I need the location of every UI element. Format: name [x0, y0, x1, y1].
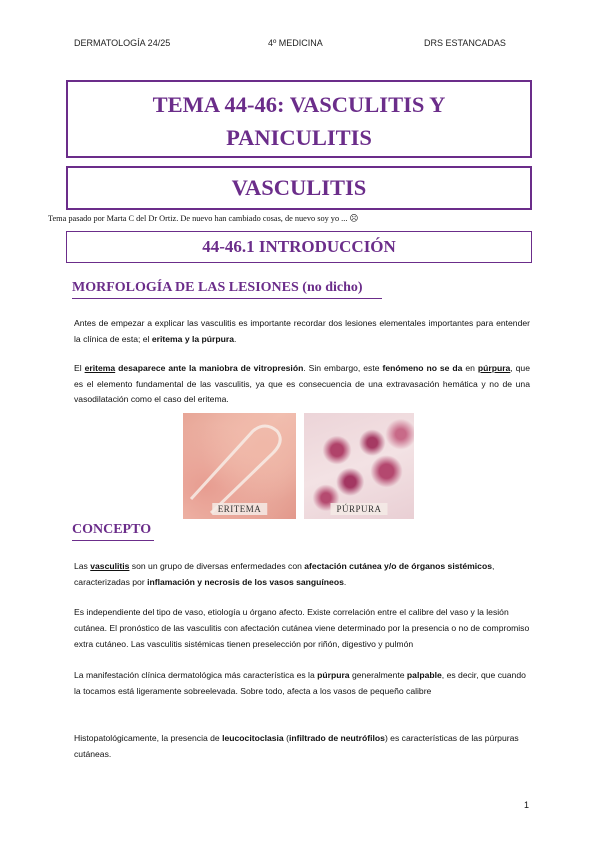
header-center: 4º MEDICINA [268, 38, 323, 48]
section-title: VASCULITIS [231, 175, 367, 200]
bold-span: afectación cutánea y/o de órganos sistémicos [304, 561, 492, 571]
title-line-1: TEMA 44-46: VASCULITIS Y [152, 92, 446, 117]
text-span: , que es el elemento fundamental de las vasculitis, ya que es consecuencia de una extravasación hemática y no de una vasodilatación como el caso del eritema. [74, 363, 530, 404]
concepto-paragraph-1 [74, 559, 530, 591]
text-span: La manifestación clínica dermatológica más característica es la [74, 670, 318, 680]
text-span: ) es características de las púrpuras cutáneas. [74, 733, 519, 759]
eritema-caption: ERITEMA [212, 503, 268, 515]
text-span: . Sin embargo, este [303, 363, 383, 373]
bold-span: inflamación y necrosis de los vasos sanguíneos [147, 576, 344, 587]
morfologia-paragraph-1 [74, 316, 530, 347]
purpura-caption: PÚRPURA [330, 503, 387, 515]
intro-title-box [66, 231, 532, 263]
section-title-box [66, 166, 532, 210]
morfologia-underline [72, 298, 382, 299]
bold-span: palpable [406, 670, 442, 680]
bold-span: púrpura [317, 670, 350, 680]
header-right: DRS ESTANCADAS [424, 38, 506, 48]
text-span: generalmente [349, 670, 407, 680]
bold-span: infiltrado de neutrófilos [288, 733, 385, 743]
text-span: , es decir, que cuando la tocamos está ligeramente sobreelevada. Sobre todo, afecta a los vasos de pequeño calibre [74, 670, 526, 696]
text-span: , caracterizadas por [74, 561, 495, 587]
concepto-underline [72, 540, 154, 541]
concepto-heading: CONCEPTO [72, 522, 152, 537]
text-span: Histopatológicamente, la presencia de [74, 733, 223, 743]
text-span: El [74, 363, 85, 373]
intro-title: 44-46.1 INTRODUCCIÓN [202, 237, 396, 256]
header-left: DERMATOLOGÍA 24/25 [74, 38, 171, 48]
morfologia-heading: MORFOLOGÍA DE LAS LESIONES (no dicho) [72, 280, 363, 295]
text-span: . [234, 333, 237, 344]
bold-underline-span: eritema [84, 363, 116, 373]
title-line-2: PANICULITIS [226, 125, 372, 150]
author-note: Tema pasado por Marta C del Dr Ortiz. De nuevo han cambiado cosas, de nuevo soy yo ... ☹ [48, 214, 359, 223]
text-span: . [343, 576, 347, 587]
bold-span: eritema y la púrpura [151, 333, 235, 344]
text-span: son un grupo de diversas enfermedades con [129, 561, 305, 571]
text-span: ( [283, 733, 289, 743]
bold-span: fenómeno no se da [382, 363, 463, 373]
text-span: Las [74, 561, 91, 571]
text-span: en [462, 363, 478, 373]
concepto-paragraph-2: Es independiente del tipo de vaso, etiología u órgano afecto. Existe correlación entre el calibre del vaso y la lesión cutánea. El pronóstico de las vasculitis con afectación cutánea viene determinado por la presencia o no de compromiso extra cutáneo. Las vasculitis sistémicas tienen preselección por riñón, digestivo y pulmón [74, 607, 530, 649]
morfologia-paragraph-2 [74, 361, 530, 408]
bold-underline-span: vasculitis [90, 561, 130, 571]
bold-underline-span: púrpura [477, 363, 511, 373]
purpura-photo [304, 413, 414, 519]
concepto-paragraph-4 [74, 731, 530, 763]
title-box [66, 80, 532, 158]
bold-span: desaparece ante la maniobra de vitropresión [115, 363, 304, 373]
bold-span: leucocitoclasia [222, 733, 284, 743]
concepto-paragraph-3 [74, 668, 530, 700]
eritema-photo [183, 413, 296, 519]
text-span: Antes de empezar a explicar las vasculitis es importante recordar dos lesiones elementales importantes para entender la clínica de esta; el [74, 318, 530, 344]
page-number: 1 [524, 800, 530, 810]
